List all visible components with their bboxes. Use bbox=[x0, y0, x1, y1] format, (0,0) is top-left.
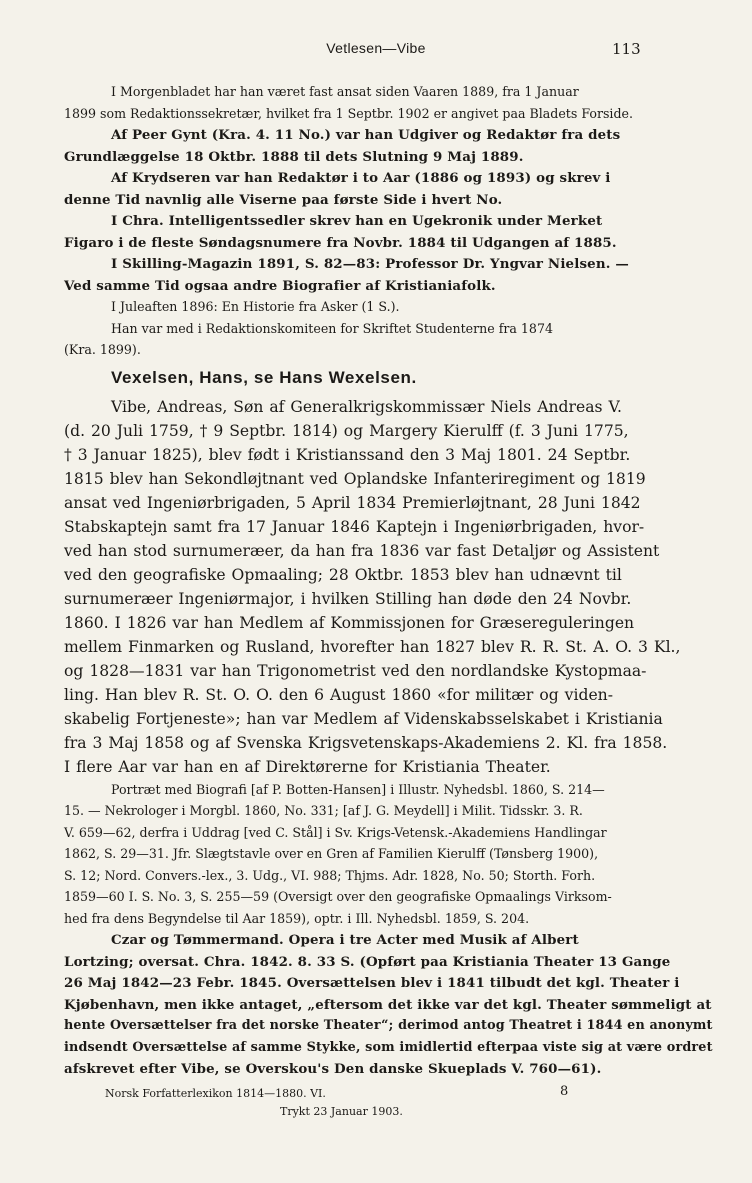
text-line: skabelig Fortjeneste»; han var Medlem af Videnskabsselskabet i Kristiania bbox=[64, 709, 663, 728]
text-line: I flere Aar var han en af Direktørerne for Kristiania Theater. bbox=[64, 757, 551, 776]
work-line: Lortzing; oversat. Chra. 1842. 8. 33 S. (Opført paa Kristiania Theater 13 Gange bbox=[64, 953, 671, 970]
text-line: ansat ved Ingeniørbrigaden, 5 April 1834 Premierløjtnant, 28 Juni 1842 bbox=[64, 493, 641, 512]
text-line: I Juleaften 1896: En Historie fra Asker (1 S.). bbox=[111, 299, 400, 314]
text-line: I Morgenbladet har han været fast ansat siden Vaaren 1889, fra 1 Januar bbox=[111, 84, 579, 99]
page-number: 113 bbox=[612, 40, 641, 58]
work-line: afskrevet efter Vibe, se Overskou's Den danske Skueplads V. 760—61). bbox=[64, 1061, 602, 1077]
text-line: ved den geografiske Opmaaling; 28 Oktbr. 1853 blev han udnævnt til bbox=[64, 565, 622, 584]
text-line: og 1828—1831 var han Trigonometrist ved den nordlandske Kystopmaa- bbox=[64, 661, 647, 680]
entry-heading: Vexelsen, Hans, se Hans Wexelsen. bbox=[111, 367, 417, 387]
text-line: I Skilling-Magazin 1891, S. 82—83: Professor Dr. Yngvar Nielsen. — bbox=[111, 256, 629, 272]
text-line: 1860. I 1826 var han Medlem af Kommissjonen for Græsereguleringen bbox=[64, 613, 635, 632]
text-line: mellem Finmarken og Rusland, hvorefter han 1827 blev R. R. St. A. O. 3 Kl., bbox=[64, 637, 681, 656]
text-line: fra 3 Maj 1858 og af Svenska Krigsvetenskaps-Akademiens 2. Kl. fra 1858. bbox=[64, 733, 668, 752]
reference-line: Portræt med Biografi [af P. Botten-Hansen] i Illustr. Nyhedsbl. 1860, S. 214— bbox=[111, 781, 605, 797]
reference-line: 1862, S. 29—31. Jfr. Slægtstavle over en Gren af Familien Kierulff (Tønsberg 1900), bbox=[64, 846, 599, 861]
reference-line: 15. — Nekrologer i Morgbl. 1860, No. 331; [af J. G. Meydell] i Milit. Tidsskr. 3. R. bbox=[64, 803, 583, 818]
text-line: Af Krydseren var han Redaktør i to Aar (1886 og 1893) og skrev i bbox=[111, 170, 611, 186]
text-line: denne Tid navnlig alle Viserne paa første Side i hvert No. bbox=[64, 191, 503, 208]
text-line: † 3 Januar 1825), blev født i Kristianssand den 3 Maj 1801. 24 Septbr. bbox=[64, 445, 631, 464]
reference-line: hed fra dens Begyndelse til Aar 1859), optr. i Ill. Nyhedsbl. 1859, S. 204. bbox=[64, 910, 530, 926]
text-line: (d. 20 Juli 1759, † 9 Septbr. 1814) og Margery Kierulff (f. 3 Juni 1775, bbox=[64, 421, 629, 440]
text-line: Stabskaptejn samt fra 17 Januar 1846 Kaptejn i Ingeniørbrigaden, hvor- bbox=[64, 517, 645, 536]
running-header: Vetlesen—Vibe bbox=[326, 40, 426, 56]
work-line: Czar og Tømmermand. Opera i tre Acter med Musik af Albert bbox=[111, 932, 579, 948]
text-line: Vibe, Andreas, Søn af Generalkrigskommissær Niels Andreas V. bbox=[111, 397, 622, 416]
work-line: indsendt Oversættelse af samme Stykke, som imidlertid efterpaa viste sig at være ordret bbox=[64, 1039, 713, 1055]
work-line: 26 Maj 1842—23 Febr. 1845. Oversættelsen blev i 1841 tilbudt det kgl. Theater i bbox=[64, 975, 680, 991]
text-line: surnumeræer Ingeniørmajor, i hvilken Stilling han døde den 24 Novbr. bbox=[64, 589, 632, 608]
reference-line: S. 12; Nord. Convers.-lex., 3. Udg., VI. 988; Thjms. Adr. 1828, No. 50; Storth. Forh. bbox=[64, 867, 596, 883]
text-line: ling. Han blev R. St. O. O. den 6 August 1860 «for militær og viden- bbox=[64, 685, 613, 704]
collection-title: Norsk Forfatterlexikon 1814—1880. VI. bbox=[105, 1086, 326, 1100]
reference-line: 1859—60 I. S. No. 3, S. 255—59 (Oversigt over den geografiske Opmaalings Virksom- bbox=[64, 889, 612, 904]
text-line: Af Peer Gynt (Kra. 4. 11 No.) var han Udgiver og Redaktør fra dets bbox=[111, 127, 621, 143]
text-line: (Kra. 1899). bbox=[64, 342, 141, 357]
printed-date: Trykt 23 Januar 1903. bbox=[280, 1104, 403, 1118]
text-line: 1899 som Redaktionssekretær, hvilket fra 1 Septbr. 1902 er angivet paa Bladets Forside. bbox=[64, 105, 633, 121]
text-line: I Chra. Intelligentssedler skrev han en Ugekronik under Merket bbox=[111, 213, 603, 229]
text-line: Ved samme Tid ogsaa andre Biografier af Kristianiafolk. bbox=[64, 277, 496, 294]
work-line: Kjøbenhavn, men ikke antaget, „eftersom det ikke var det kgl. Theater sømmeligt at bbox=[64, 996, 712, 1013]
work-line: hente Oversættelser fra det norske Theater“; derimod antog Theatret i 1844 en anonymt bbox=[64, 1018, 713, 1033]
text-line: 1815 blev han Sekondløjtnant ved Oplandske Infanteriregiment og 1819 bbox=[64, 469, 646, 488]
reference-line: V. 659—62, derfra i Uddrag [ved C. Stål] i Sv. Krigs-Vetensk.-Akademiens Handlingar bbox=[64, 824, 607, 840]
text-line: ved han stod surnumeræer, da han fra 1836 var fast Detaljør og Assistent bbox=[64, 541, 660, 560]
text-line: Grundlæggelse 18 Oktbr. 1888 til dets Slutning 9 Maj 1889. bbox=[64, 148, 524, 165]
text-line: Han var med i Redaktionskomiteen for Skriftet Studenterne fra 1874 bbox=[111, 320, 553, 336]
text-line: Figaro i de fleste Søndagsnumere fra Novbr. 1884 til Udgangen af 1885. bbox=[64, 234, 617, 251]
signature-mark: 8 bbox=[560, 1083, 569, 1099]
